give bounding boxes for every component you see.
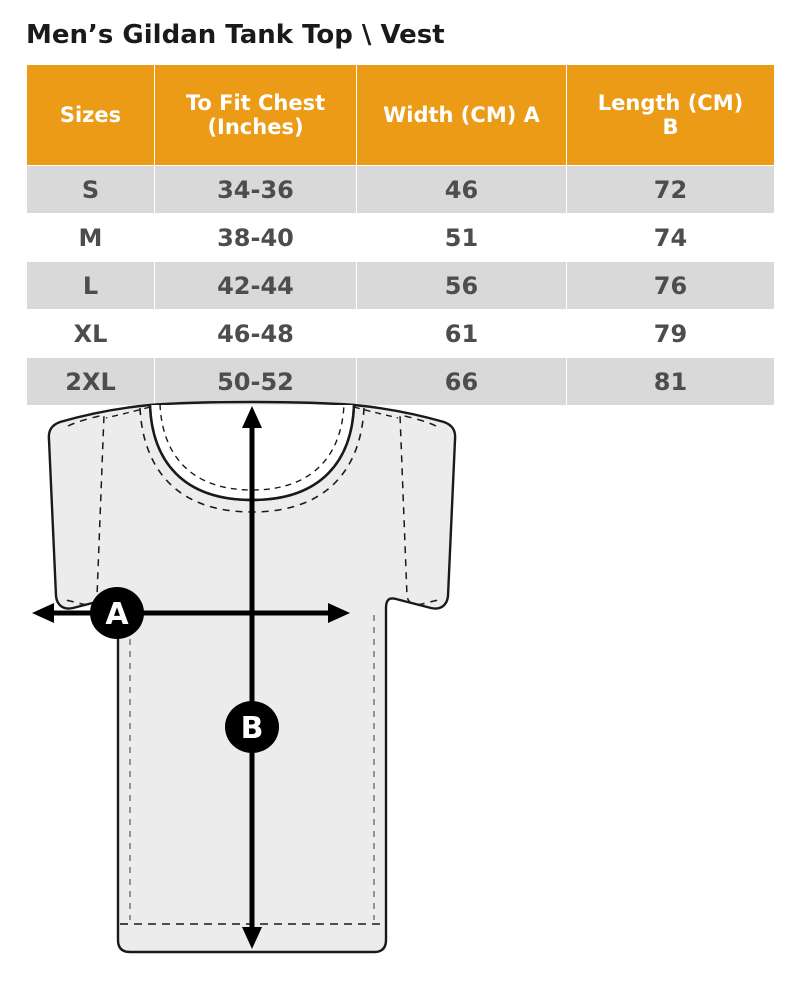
table-row bbox=[27, 166, 775, 214]
table-row bbox=[27, 358, 775, 406]
measurement-b-badge bbox=[225, 701, 279, 753]
column-header-width bbox=[357, 65, 567, 166]
column-header-length-line1: Length (CM) bbox=[597, 90, 744, 115]
cell-size: L bbox=[27, 262, 155, 310]
column-header-width-label: Width (CM) A bbox=[383, 102, 540, 127]
size-chart-table bbox=[26, 64, 775, 406]
garment-diagram bbox=[0, 400, 800, 985]
cell-length: 72 bbox=[567, 166, 775, 214]
table-row bbox=[27, 262, 775, 310]
cell-length: 81 bbox=[567, 358, 775, 406]
cell-chest: 34-36 bbox=[155, 166, 357, 214]
cell-size: XL bbox=[27, 310, 155, 358]
measurement-b-label: B bbox=[240, 711, 264, 746]
column-header-length bbox=[567, 65, 775, 166]
column-header-sizes bbox=[27, 65, 155, 166]
column-header-chest-line2: (Inches) bbox=[207, 115, 304, 139]
cell-chest: 50-52 bbox=[155, 358, 357, 406]
cell-size: M bbox=[27, 214, 155, 262]
cell-chest: 38-40 bbox=[155, 214, 357, 262]
column-header-chest-line1: To Fit Chest bbox=[185, 90, 326, 115]
column-header-length-line2: B bbox=[662, 115, 679, 139]
measurement-a-badge bbox=[90, 587, 144, 639]
table-row bbox=[27, 214, 775, 262]
cell-width: 61 bbox=[357, 310, 567, 358]
cell-length: 76 bbox=[567, 262, 775, 310]
table-header-row bbox=[27, 65, 775, 166]
cell-width: 46 bbox=[357, 166, 567, 214]
column-header-chest bbox=[155, 65, 357, 166]
measurement-a-label: A bbox=[105, 597, 129, 632]
table-row bbox=[27, 310, 775, 358]
cell-chest: 46-48 bbox=[155, 310, 357, 358]
page-title: Men’s Gildan Tank Top \ Vest bbox=[26, 20, 445, 50]
cell-chest: 42-44 bbox=[155, 262, 357, 310]
cell-size: S bbox=[27, 166, 155, 214]
cell-width: 51 bbox=[357, 214, 567, 262]
cell-width: 56 bbox=[357, 262, 567, 310]
column-header-sizes-label: Sizes bbox=[59, 102, 122, 127]
cell-length: 74 bbox=[567, 214, 775, 262]
cell-size: 2XL bbox=[27, 358, 155, 406]
cell-width: 66 bbox=[357, 358, 567, 406]
cell-length: 79 bbox=[567, 310, 775, 358]
